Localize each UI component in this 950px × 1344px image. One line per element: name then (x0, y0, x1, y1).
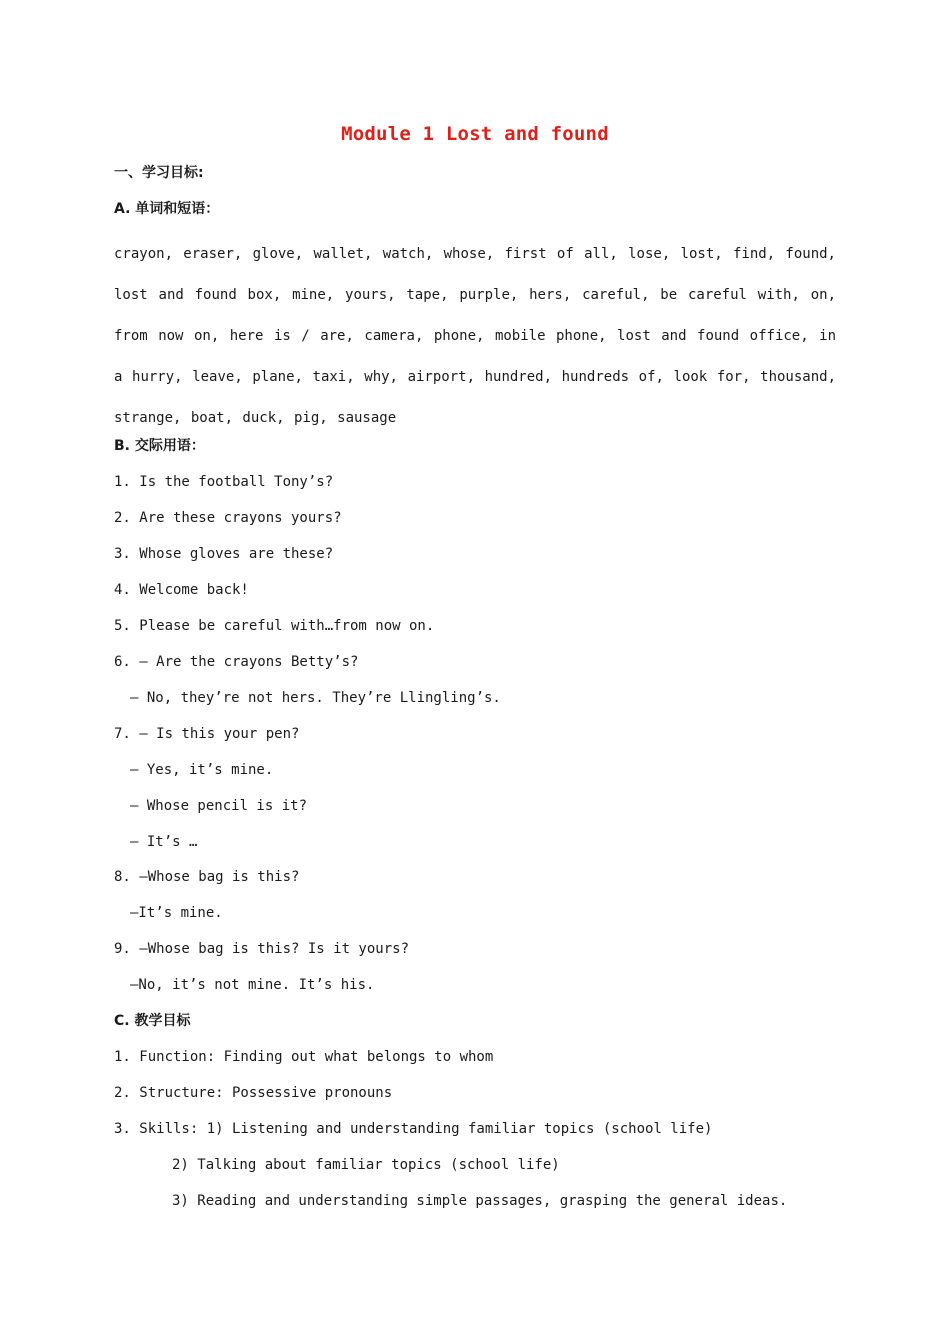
page-title: Module 1 Lost and found (341, 123, 609, 145)
phrase-line: 8. —Whose bag is this? (114, 869, 300, 885)
phrase-line: — Whose pencil is it? (130, 798, 308, 814)
phrase-line: 6. — Are the crayons Betty’s? (114, 654, 359, 670)
phrase-line: 4. Welcome back! (114, 582, 249, 598)
phrase-line: 3. Whose gloves are these? (114, 546, 334, 562)
phrase-line: 9. —Whose bag is this? Is it yours? (114, 941, 410, 957)
phrase-line: —No, it’s not mine. It’s his. (130, 977, 375, 993)
goal-line: 2) Talking about familiar topics (school life) (172, 1157, 560, 1173)
vocabulary-paragraph: crayon, eraser, glove, wallet, watch, whose, first of all, lose, lost, find, found, lost and found box, mine, yours, tape, purple, hers, careful, be careful with, on, from now on, here is / are, camera, phone, mobile phone, lost and found office, in a hurry, leave, plane, taxi, why, airport, hundred, hundreds of, look for, thousand, strange, boat, duck, pig, sausage (114, 246, 836, 426)
phrase-line: — Yes, it’s mine. (130, 762, 274, 778)
phrase-line: — No, they’re not hers. They’re Llingling’s. (130, 690, 501, 706)
goal-line: 3. Skills: 1) Listening and understanding familiar topics (school life) (114, 1121, 713, 1137)
section-heading-phrases: B. 交际用语： (114, 438, 205, 454)
phrase-line: 5. Please be careful with…from now on. (114, 618, 435, 634)
goal-line: 1. Function: Finding out what belongs to whom (114, 1049, 494, 1065)
section-heading-learning-goals: 一、学习目标: (114, 165, 204, 181)
section-heading-vocabulary: A. 单词和短语： (114, 201, 220, 217)
phrase-line: — It’s … (130, 834, 198, 850)
section-heading-teaching-goals: C. 教学目标 (114, 1013, 191, 1029)
phrase-line: 1. Is the football Tony’s? (114, 474, 334, 490)
goal-line: 2. Structure: Possessive pronouns (114, 1085, 393, 1101)
phrase-line: 7. — Is this your pen? (114, 726, 300, 742)
phrase-line: —It’s mine. (130, 905, 223, 921)
phrase-line: 2. Are these crayons yours? (114, 510, 342, 526)
goal-line: 3) Reading and understanding simple passages, grasping the general ideas. (172, 1193, 788, 1209)
